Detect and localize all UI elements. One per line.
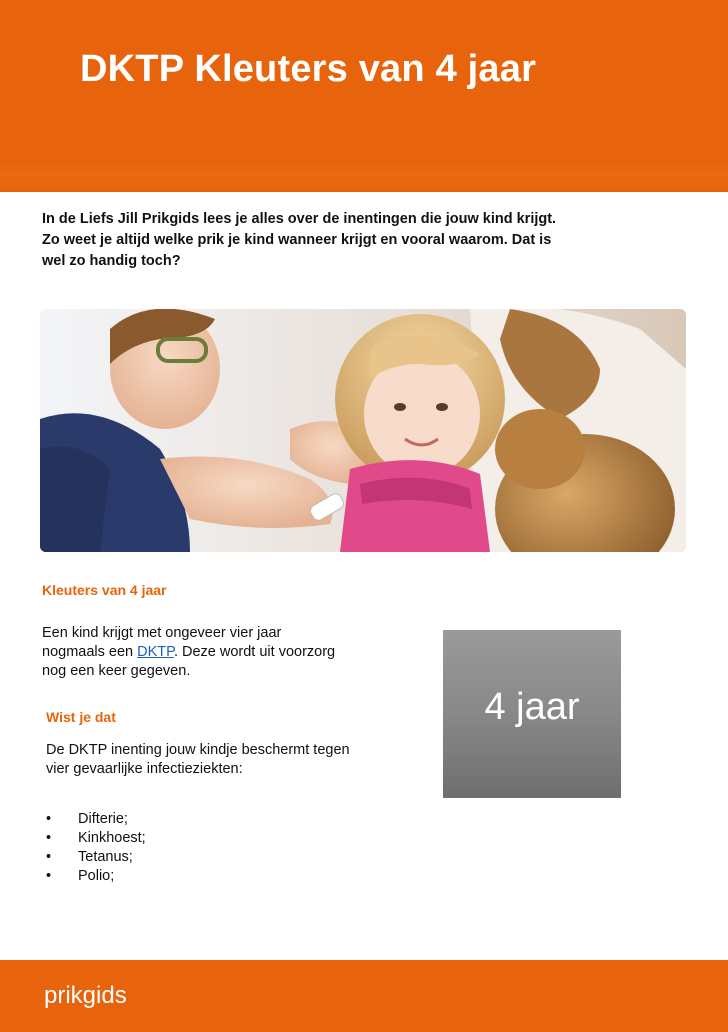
page-title: DKTP Kleuters van 4 jaar [80, 48, 537, 90]
bullet-icon: • [46, 849, 52, 865]
intro-line: Zo weet je altijd welke prik je kind wanneer krijgt en vooral waarom. Dat is [42, 232, 552, 248]
list-item: • Polio; [46, 868, 115, 884]
para-text: . Deze wordt uit voorzorg nog een keer gegeven. [42, 644, 336, 679]
header-banner [0, 0, 728, 192]
disease-list [46, 810, 146, 886]
bullet-icon: • [46, 811, 52, 827]
age-box [443, 630, 621, 798]
dktp-link[interactable]: DKTP [137, 644, 174, 660]
para-text: Een kind krijgt met ongeveer vier jaar nogmaals een [42, 625, 282, 660]
section-paragraph [42, 624, 342, 681]
intro-line: In de Liefs Jill Prikgids lees je alles over de inentingen die jouw kind krijgt. [42, 211, 557, 227]
bullet-icon: • [46, 830, 52, 846]
vaccination-photo [40, 309, 686, 552]
age-label: 4 jaar [484, 686, 580, 728]
intro-line: wel zo handig toch? [42, 253, 181, 269]
wist-title: Wist je dat [46, 709, 116, 725]
list-item: • Kinkhoest; [46, 830, 146, 846]
list-item: • Tetanus; [46, 849, 133, 865]
footer-banner [0, 960, 728, 1032]
section-title: Kleuters van 4 jaar [42, 582, 167, 598]
wist-body: De DKTP inenting jouw kindje beschermt tegen vier gevaarlijke infectieziekten: [46, 742, 350, 777]
footer-label: prikgids [44, 982, 127, 1009]
list-item: • Difterie; [46, 811, 128, 827]
photo-illustration [40, 309, 686, 552]
intro-text [42, 209, 682, 272]
bullet-icon: • [46, 868, 52, 884]
